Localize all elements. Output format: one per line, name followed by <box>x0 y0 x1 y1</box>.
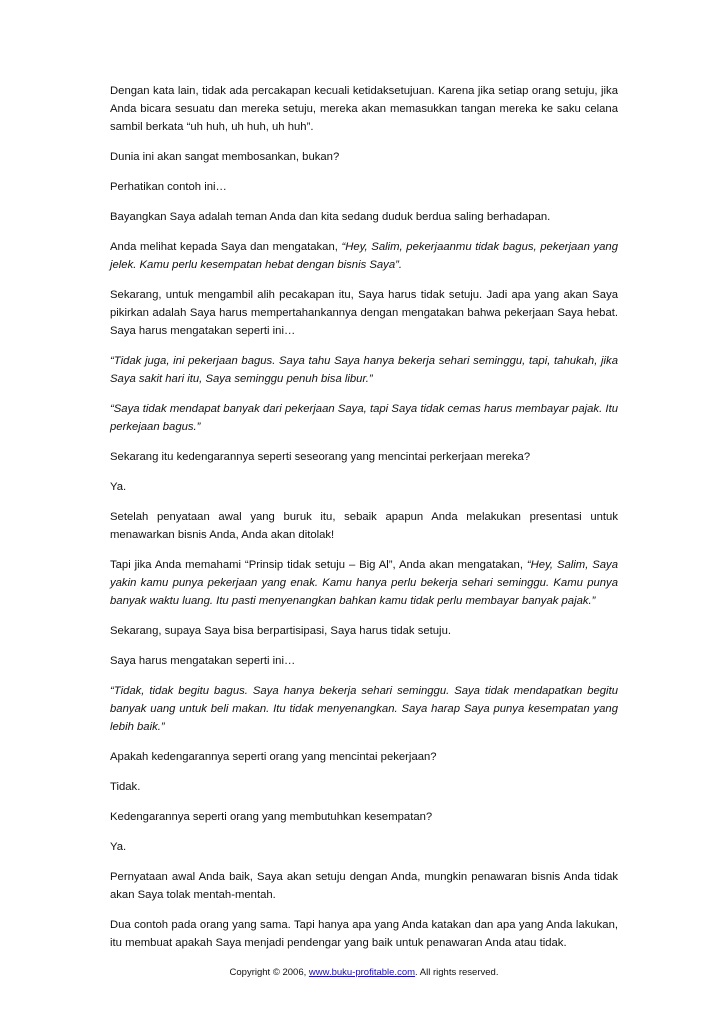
rights-text: . All rights reserved. <box>415 967 499 978</box>
paragraph: Tidak. <box>110 781 141 793</box>
paragraph <box>110 556 618 610</box>
paragraph <box>110 238 618 274</box>
quote-text: “Saya tidak mendapat banyak dari pekerjaan Saya, tapi Saya tidak cemas harus membayar pajak. Itu perkejaan bagus.” <box>110 403 618 433</box>
paragraph: Dengan kata lain, tidak ada percakapan kecuali ketidaksetujuan. Karena jika setiap orang setuju, jika Anda bicara sesuatu dan mereka setuju, mereka akan memasukkan tangan mereka ke saku celana sambil berkata “uh huh, uh huh, uh huh”. <box>110 85 618 133</box>
quote-paragraph <box>110 352 618 388</box>
paragraph-text: Tapi jika Anda memahami “Prinsip tidak setuju – Big Al”, Anda akan mengatakan, <box>110 559 527 571</box>
copyright-text: Copyright © 2006, <box>229 967 309 978</box>
quote-paragraph <box>110 400 618 436</box>
paragraph: Sekarang, untuk mengambil alih pecakapan itu, Saya harus tidak setuju. Jadi apa yang akan Saya pikirkan adalah Saya harus mempertahankannya dengan mengatakan bahwa pekerjaan Saya hebat. Saya harus mengatakan seperti ini… <box>110 289 618 337</box>
paragraph: Dunia ini akan sangat membosankan, bukan? <box>110 151 340 163</box>
paragraph: Sekarang, supaya Saya bisa berpartisipasi, Saya harus tidak setuju. <box>110 625 451 637</box>
quote-text: “Tidak juga, ini pekerjaan bagus. Saya tahu Saya hanya bekerja sehari seminggu, tapi, tahukah, jika Saya sakit hari itu, Saya seminggu penuh bisa libur.” <box>110 355 618 385</box>
page-footer <box>0 966 728 980</box>
paragraph: Sekarang itu kedengarannya seperti seseorang yang mencintai perkerjaan mereka? <box>110 451 531 463</box>
paragraph: Pernyataan awal Anda baik, Saya akan setuju dengan Anda, mungkin penawaran bisnis Anda tidak akan Saya tolak mentah-mentah. <box>110 871 618 901</box>
paragraph: Bayangkan Saya adalah teman Anda dan kita sedang duduk berdua saling berhadapan. <box>110 211 551 223</box>
paragraph: Setelah penyataan awal yang buruk itu, sebaik apapun Anda melakukan presentasi untuk menawarkan bisnis Anda, Anda akan ditolak! <box>110 511 618 541</box>
quote-paragraph <box>110 682 618 736</box>
paragraph: Saya harus mengatakan seperti ini… <box>110 655 296 667</box>
quote-text: “Hey, Salim, pekerjaanmu tidak bagus, pekerjaan yang jelek. Kamu perlu kesempatan hebat dengan bisnis Saya”. <box>110 241 618 271</box>
paragraph: Ya. <box>110 841 127 853</box>
paragraph: Ya. <box>110 481 127 493</box>
paragraph: Perhatikan contoh ini… <box>110 181 227 193</box>
paragraph: Dua contoh pada orang yang sama. Tapi hanya apa yang Anda katakan dan apa yang Anda lakukan, itu membuat apakah Saya menjadi pendengar yang baik untuk penawaran Anda atau tidak. <box>110 919 618 949</box>
paragraph: Apakah kedengarannya seperti orang yang mencintai pekerjaan? <box>110 751 437 763</box>
document-body <box>110 80 618 952</box>
quote-text: “Tidak, tidak begitu bagus. Saya hanya bekerja sehari seminggu. Saya tidak mendapatkan begitu banyak uang untuk beli makan. Itu tidak menyenangkan. Saya harap Saya punya kesempatan yang lebih baik.” <box>110 685 618 733</box>
paragraph-text: Anda melihat kepada Saya dan mengatakan, <box>110 241 342 253</box>
quote-text: “Hey, Salim, Saya yakin kamu punya pekerjaan yang enak. Kamu hanya perlu bekerja sehari seminggu. Kamu punya banyak waktu luang. Itu pasti menyenangkan bahkan kamu tidak perlu membayar banyak pajak.” <box>110 559 618 607</box>
website-link[interactable]: www.buku-profitable.com <box>308 967 416 978</box>
paragraph: Kedengarannya seperti orang yang membutuhkan kesempatan? <box>110 811 433 823</box>
